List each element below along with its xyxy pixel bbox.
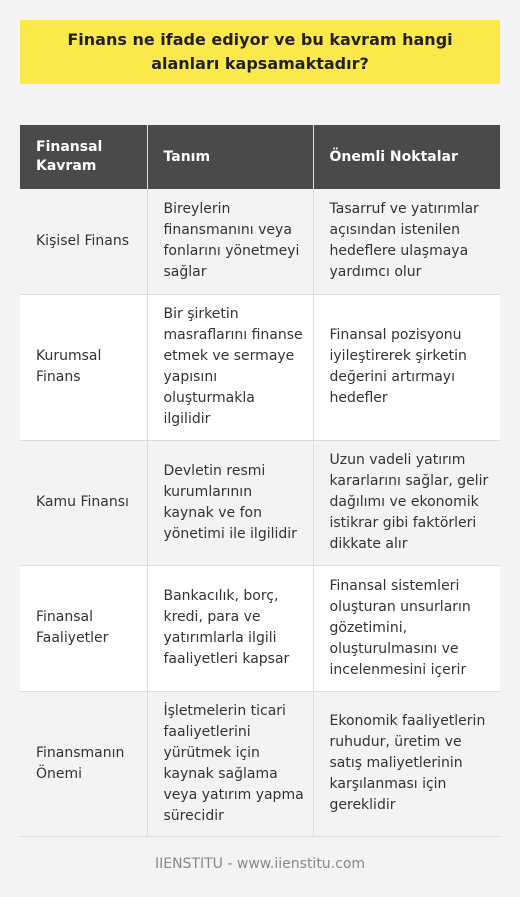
- header-cell: Tanım: [147, 125, 313, 189]
- table-cell: Finansmanın Önemi: [20, 691, 147, 836]
- table-header-row: [20, 125, 500, 189]
- table-cell: Tasarruf ve yatırımlar açısından istenilen hedeflere ulaşmaya yardımcı olur: [313, 189, 500, 294]
- table-row: [20, 691, 500, 836]
- title-banner: [20, 20, 500, 84]
- table-row: [20, 440, 500, 565]
- header-cell: Finansal Kavram: [20, 125, 147, 189]
- table-row: [20, 189, 500, 294]
- table-cell: Kamu Finansı: [20, 440, 147, 565]
- table-cell: Bankacılık, borç, kredi, para ve yatırımlarla ilgili faaliyetleri kapsar: [147, 565, 313, 691]
- table-row: [20, 294, 500, 440]
- page-title: Finans ne ifade ediyor ve bu kavram hangi alanları kapsamaktadır?: [67, 30, 453, 73]
- table-cell: Kişisel Finans: [20, 189, 147, 294]
- table-cell: Kurumsal Finans: [20, 294, 147, 440]
- table-cell: Finansal sistemleri oluşturan unsurların gözetimini, oluşturulmasını ve incelenmesini içerir: [313, 565, 500, 691]
- table-cell: Bir şirketin masraflarını finanse etmek ve sermaye yapısını oluşturmakla ilgilidir: [147, 294, 313, 440]
- finance-table: [20, 125, 500, 837]
- table-cell: Ekonomik faaliyetlerin ruhudur, üretim ve satış maliyetlerinin karşılanması için gereklidir: [313, 691, 500, 836]
- header-cell: Önemli Noktalar: [313, 125, 500, 189]
- table-row: [20, 565, 500, 691]
- table-cell: Uzun vadeli yatırım kararlarını sağlar, gelir dağılımı ve ekonomik istikrar gibi faktörleri dikkate alır: [313, 440, 500, 565]
- table-cell: İşletmelerin ticari faaliyetlerini yürütmek için kaynak sağlama veya yatırım yapma sürecidir: [147, 691, 313, 836]
- footer-credit: IIENSTITU - www.iienstitu.com: [154, 856, 366, 872]
- table-cell: Devletin resmi kurumlarının kaynak ve fon yönetimi ile ilgilidir: [147, 440, 313, 565]
- table-cell: Finansal Faaliyetler: [20, 565, 147, 691]
- table-cell: Finansal pozisyonu iyileştirerek şirketin değerini artırmayı hedefler: [313, 294, 500, 440]
- table-cell: Bireylerin finansmanını veya fonlarını yönetmeyi sağlar: [147, 189, 313, 294]
